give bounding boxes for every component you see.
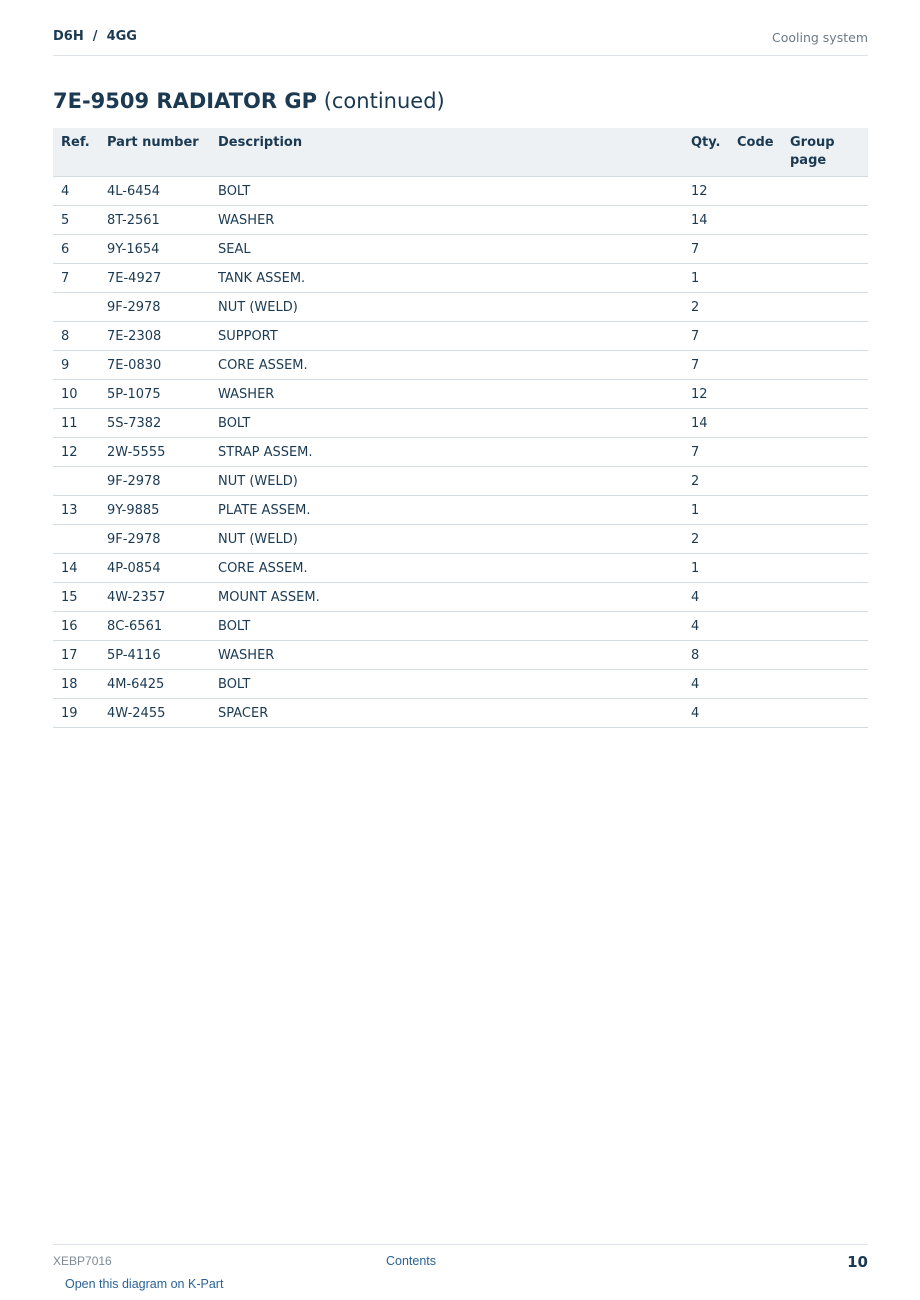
table-row — [53, 235, 868, 264]
table-row — [53, 641, 868, 670]
table-row — [53, 525, 868, 554]
cell-part-number: 5P-4116 — [107, 648, 161, 663]
cell-qty: 14 — [691, 213, 708, 228]
cell-qty: 12 — [691, 387, 708, 402]
cell-qty: 4 — [691, 706, 700, 721]
cell-ref: 19 — [61, 706, 78, 721]
table-row — [53, 670, 868, 699]
cell-part-number: 2W-5555 — [107, 445, 166, 460]
page-number: 10 — [847, 1253, 868, 1271]
table-row — [53, 380, 868, 409]
cell-description: STRAP ASSEM. — [218, 445, 313, 460]
cell-part-number: 8C-6561 — [107, 619, 163, 634]
cell-part-number: 9F-2978 — [107, 474, 161, 489]
kpart-link[interactable]: Open this diagram on K-Part — [65, 1277, 224, 1291]
cell-description: WASHER — [218, 213, 275, 228]
cell-part-number: 7E-2308 — [107, 329, 162, 344]
cell-qty: 4 — [691, 677, 700, 692]
cell-qty: 4 — [691, 619, 700, 634]
column-header-description: Description — [218, 135, 303, 150]
column-header-qty: Qty. — [691, 135, 721, 150]
table-row — [53, 612, 868, 641]
cell-ref: 18 — [61, 677, 78, 692]
cell-ref: 11 — [61, 416, 78, 431]
page-footer — [53, 1244, 868, 1271]
table-body — [53, 177, 868, 728]
cell-description: BOLT — [218, 677, 251, 692]
table-row — [53, 322, 868, 351]
cell-ref: 15 — [61, 590, 78, 605]
table-row — [53, 583, 868, 612]
table-row — [53, 409, 868, 438]
cell-ref: 14 — [61, 561, 78, 576]
cell-part-number: 4L-6454 — [107, 184, 161, 199]
cell-part-number: 7E-4927 — [107, 271, 162, 286]
section-label: Cooling system — [772, 30, 868, 45]
column-header-code: Code — [737, 135, 774, 150]
table-row — [53, 206, 868, 235]
table-row — [53, 293, 868, 322]
cell-qty: 7 — [691, 242, 700, 257]
cell-ref: 12 — [61, 445, 78, 460]
cell-description: WASHER — [218, 387, 275, 402]
cell-ref: 13 — [61, 503, 78, 518]
table-row — [53, 438, 868, 467]
cell-part-number: 4W-2357 — [107, 590, 166, 605]
contents-link[interactable]: Contents — [386, 1254, 437, 1268]
cell-description: CORE ASSEM. — [218, 358, 308, 373]
cell-qty: 4 — [691, 590, 700, 605]
cell-qty: 1 — [691, 271, 700, 286]
cell-description: SPACER — [218, 706, 269, 721]
cell-ref: 8 — [61, 329, 70, 344]
cell-qty: 2 — [691, 300, 700, 315]
table-row — [53, 467, 868, 496]
cell-description: SEAL — [218, 242, 251, 257]
page-title-suffix: (continued) — [317, 89, 445, 113]
cell-ref: 9 — [61, 358, 70, 373]
cell-description: NUT (WELD) — [218, 300, 298, 315]
cell-description: MOUNT ASSEM. — [218, 590, 320, 605]
cell-part-number: 5S-7382 — [107, 416, 162, 431]
cell-qty: 1 — [691, 503, 700, 518]
cell-qty: 1 — [691, 561, 700, 576]
table-row — [53, 264, 868, 293]
cell-description: NUT (WELD) — [218, 532, 298, 547]
cell-part-number: 9F-2978 — [107, 532, 161, 547]
cell-qty: 2 — [691, 474, 700, 489]
table-row — [53, 554, 868, 583]
cell-ref: 5 — [61, 213, 70, 228]
cell-part-number: 8T-2561 — [107, 213, 160, 228]
cell-ref: 4 — [61, 184, 70, 199]
cell-qty: 8 — [691, 648, 700, 663]
table-row — [53, 351, 868, 380]
cell-ref: 17 — [61, 648, 78, 663]
column-header-part-number: Part number — [107, 135, 199, 150]
cell-part-number: 9Y-9885 — [107, 503, 160, 518]
cell-description: BOLT — [218, 184, 251, 199]
page-header — [53, 28, 868, 56]
table-row — [53, 496, 868, 525]
cell-part-number: 9F-2978 — [107, 300, 161, 315]
cell-ref: 7 — [61, 271, 70, 286]
cell-qty: 7 — [691, 358, 700, 373]
parts-table — [53, 128, 868, 728]
table-row — [53, 177, 868, 206]
cell-qty: 14 — [691, 416, 708, 431]
cell-description: PLATE ASSEM. — [218, 503, 311, 518]
model-label: D6H / 4GG — [53, 29, 137, 44]
column-header-group-page: Group page — [790, 135, 835, 168]
table-row — [53, 699, 868, 728]
cell-description: BOLT — [218, 416, 251, 431]
cell-ref: 10 — [61, 387, 78, 402]
cell-description: SUPPORT — [218, 329, 278, 344]
cell-description: TANK ASSEM. — [218, 271, 306, 286]
page-title — [53, 89, 445, 113]
cell-qty: 7 — [691, 329, 700, 344]
document-id: XEBP7016 — [53, 1254, 112, 1268]
cell-part-number: 4P-0854 — [107, 561, 161, 576]
cell-ref: 6 — [61, 242, 70, 257]
cell-qty: 12 — [691, 184, 708, 199]
cell-description: NUT (WELD) — [218, 474, 298, 489]
cell-ref: 16 — [61, 619, 78, 634]
cell-description: BOLT — [218, 619, 251, 634]
cell-part-number: 4W-2455 — [107, 706, 166, 721]
cell-part-number: 7E-0830 — [107, 358, 162, 373]
cell-description: WASHER — [218, 648, 275, 663]
cell-part-number: 5P-1075 — [107, 387, 161, 402]
cell-qty: 2 — [691, 532, 700, 547]
cell-part-number: 9Y-1654 — [107, 242, 160, 257]
column-header-ref: Ref. — [61, 135, 90, 150]
table-header — [53, 128, 868, 177]
cell-part-number: 4M-6425 — [107, 677, 165, 692]
cell-description: CORE ASSEM. — [218, 561, 308, 576]
cell-qty: 7 — [691, 445, 700, 460]
page-title-main: 7E-9509 RADIATOR GP — [53, 89, 318, 113]
